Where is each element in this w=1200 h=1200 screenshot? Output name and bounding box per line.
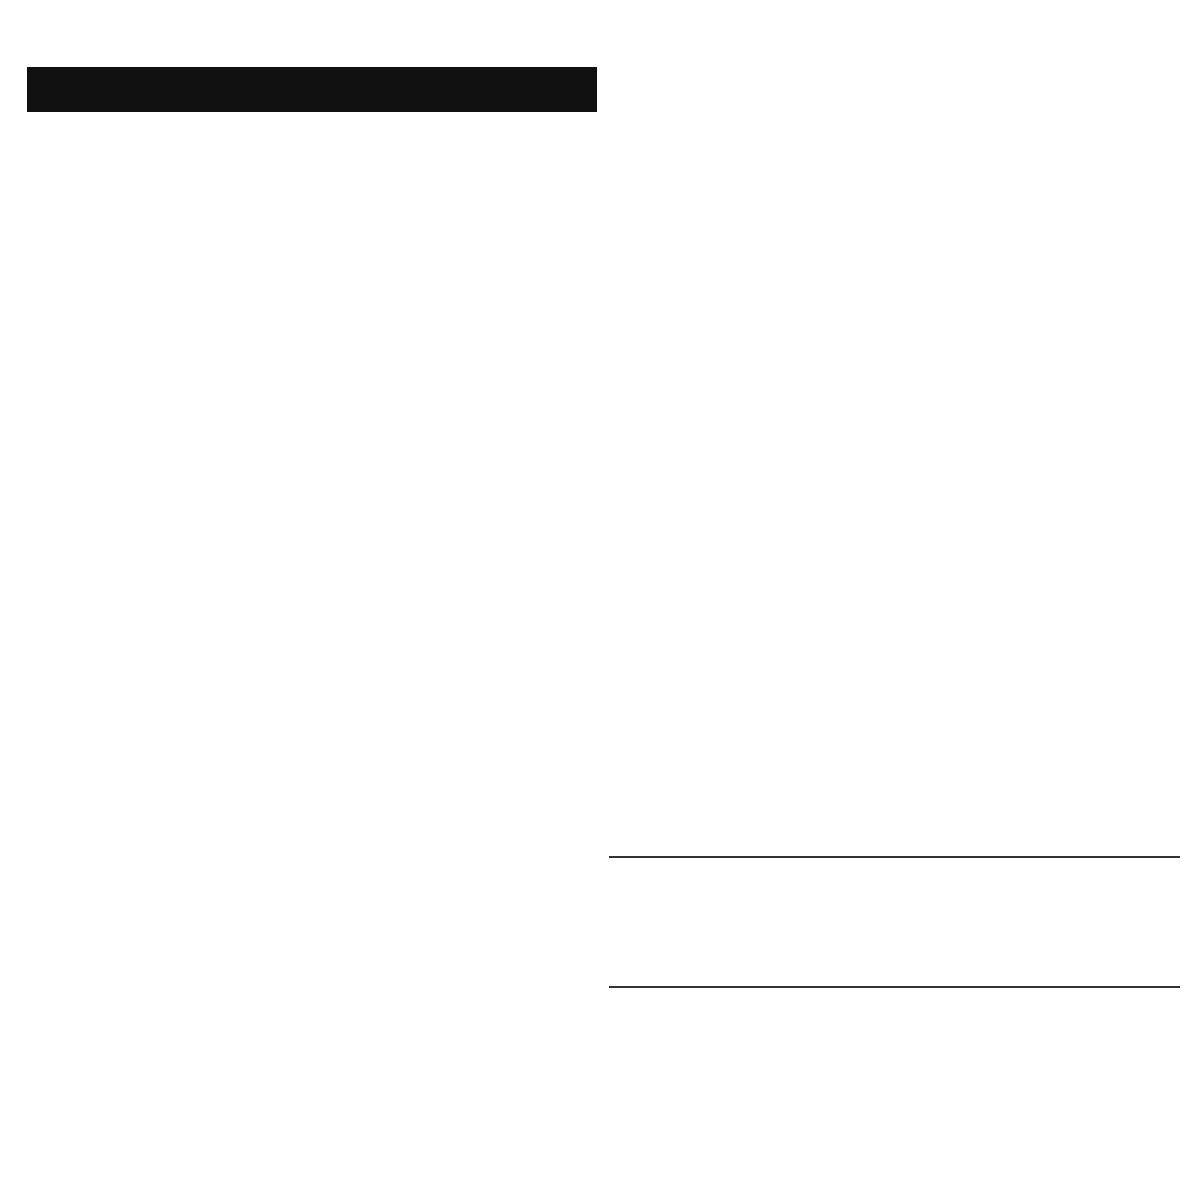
nutrition-header	[27, 67, 597, 112]
divider-bottom	[609, 986, 1180, 988]
divider-top	[609, 856, 1180, 858]
